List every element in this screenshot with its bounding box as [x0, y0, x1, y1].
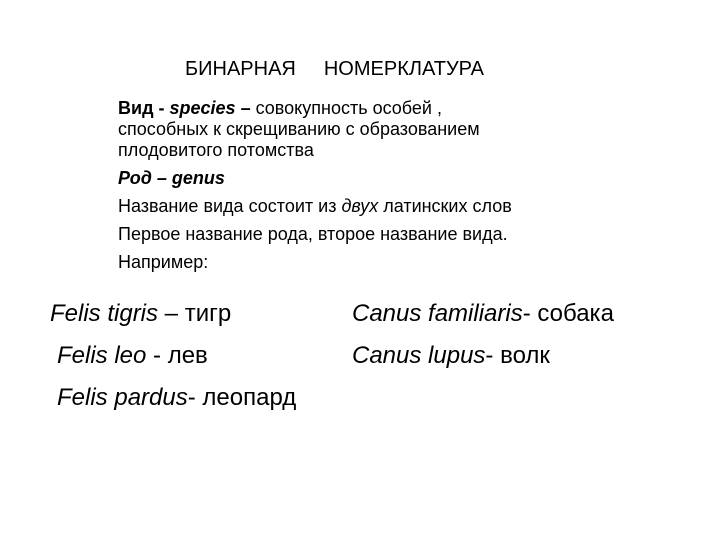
naming-rule-line-2: Первое название рода, второе название вида.: [118, 224, 508, 244]
example-russian-name: - леопард: [187, 384, 297, 411]
example-latin-name: Canus familiaris: [352, 300, 523, 327]
species-term-ru: Вид -: [118, 98, 165, 118]
body-text: [118, 98, 678, 273]
example-latin-name: Canus lupus: [352, 342, 486, 369]
example-latin-name: Felis pardus: [57, 384, 188, 411]
example-russian-name: – тигр: [158, 300, 232, 327]
naming-rule-line-1: [118, 196, 678, 217]
genus-term-ru: Род –: [118, 168, 172, 188]
genus-definition: [118, 168, 678, 189]
example-felis-pardus: [57, 384, 296, 412]
example-latin-name: Felis leo: [57, 342, 147, 369]
naming-rule-part-1: Название вида состоит из: [118, 196, 342, 216]
species-definition-line-1: [118, 98, 678, 119]
species-definition-text: совокупность особей ,: [255, 98, 442, 118]
species-definition-line-2: способных к скрещиванию с образованием: [118, 119, 480, 139]
species-term-latin: species: [169, 98, 236, 118]
slide-title: [185, 58, 484, 81]
example-canus-lupus: [352, 342, 550, 370]
title-word-nomenclature: НОМЕРКЛАТУРА: [323, 58, 485, 80]
naming-rule-part-2: латинских слов: [378, 196, 512, 216]
example-felis-tigris: [50, 300, 231, 328]
species-dash: –: [235, 98, 256, 118]
example-canus-familiaris: [352, 300, 614, 328]
example-russian-name: - лев: [146, 342, 208, 369]
species-definition-line-3: плодовитого потомства: [118, 140, 314, 160]
genus-term-latin: genus: [171, 168, 225, 188]
example-felis-leo: [57, 342, 208, 370]
example-russian-name: - собака: [522, 300, 614, 327]
naming-rule-line-3: Например:: [118, 252, 209, 272]
naming-rule-emphasis: двух: [341, 196, 379, 216]
example-russian-name: - волк: [485, 342, 550, 369]
title-word-binary: БИНАРНАЯ: [185, 58, 296, 80]
example-latin-name: Felis tigris: [50, 300, 159, 327]
